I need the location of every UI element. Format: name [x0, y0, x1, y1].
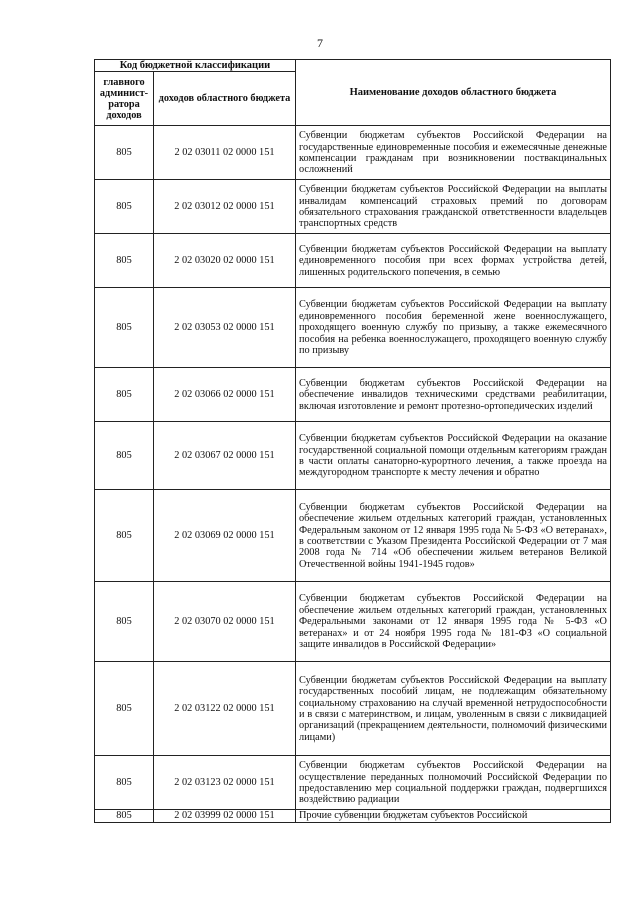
- revenue-name-cell: Субвенции бюджетам субъектов Российской Федерации на выплаты инвалидам компенсаций страховых премий по договорам обязательного страхования гражданской ответственности владельцев транспортных средств: [296, 180, 611, 234]
- budget-code-cell: 2 02 03070 02 0000 151: [154, 582, 296, 662]
- header-code: доходов областного бюджета: [154, 72, 296, 126]
- table-row: [95, 234, 611, 288]
- admin-code-cell: 805: [95, 180, 154, 234]
- table-row: [95, 288, 611, 368]
- revenue-name-cell: Субвенции бюджетам субъектов Российской Федерации на выплату государственных пособий лицам, не подлежащим обязательному социальному страхованию на случай временной нетрудоспособности и в связи с материнством, и лицам, уволенным в связи с ликвидацией организаций (прекращением деятельности, полномочий физическими лицами): [296, 662, 611, 756]
- revenue-name-cell: Субвенции бюджетам субъектов Российской Федерации на обеспечение инвалидов техническими средствами реабилитации, включая изготовление и ремонт протезно-ортопедических изделий: [296, 368, 611, 422]
- revenue-name-cell: Субвенции бюджетам субъектов Российской Федерации на осуществление переданных полномочий Российской Федерации по предоставлению мер социальной поддержки граждан, подвергшихся воздействию радиации: [296, 756, 611, 810]
- revenue-name-cell: Субвенции бюджетам субъектов Российской Федерации на выплату единовременного пособия беременной жене военнослужащего, проходящего военную службу по призыву, а также ежемесячного пособия на ребенка военнослужащего, проходящего военную службу по призыву: [296, 288, 611, 368]
- admin-code-cell: 805: [95, 756, 154, 810]
- revenue-name-cell: Субвенции бюджетам субъектов Российской Федерации на обеспечение жильем отдельных категорий граждан, установленных Федеральными законами от 12 января 1995 года № 5-ФЗ «О ветеранах» и от 24 ноября 1995 года № 181-ФЗ «О социальной защите инвалидов в Российской Федерации»: [296, 582, 611, 662]
- admin-code-cell: 805: [95, 288, 154, 368]
- budget-code-cell: 2 02 03999 02 0000 151: [154, 810, 296, 822]
- admin-code-cell: 805: [95, 368, 154, 422]
- revenue-name-cell: Субвенции бюджетам субъектов Российской Федерации на оказание государственной социальной помощи отдельным категориям граждан в части оплаты санаторно-курортного лечения, а также проезда на междугородном транспорте к месту лечения и обратно: [296, 422, 611, 490]
- table-row: [95, 490, 611, 582]
- table-row: [95, 662, 611, 756]
- admin-code-cell: 805: [95, 422, 154, 490]
- budget-code-cell: 2 02 03067 02 0000 151: [154, 422, 296, 490]
- budget-code-cell: 2 02 03066 02 0000 151: [154, 368, 296, 422]
- table-row: [95, 368, 611, 422]
- header-admin: главного админист-ратора доходов: [95, 72, 154, 126]
- table-row: [95, 180, 611, 234]
- budget-code-cell: 2 02 03122 02 0000 151: [154, 662, 296, 756]
- admin-code-cell: 805: [95, 234, 154, 288]
- budget-code-cell: 2 02 03069 02 0000 151: [154, 490, 296, 582]
- budget-code-cell: 2 02 03123 02 0000 151: [154, 756, 296, 810]
- revenue-name-cell: Субвенции бюджетам субъектов Российской Федерации на выплату единовременного пособия при всех формах устройства детей, лишенных родительского попечения, в семью: [296, 234, 611, 288]
- table-row: [95, 126, 611, 180]
- page-number: 7: [317, 36, 323, 50]
- budget-code-cell: 2 02 03020 02 0000 151: [154, 234, 296, 288]
- header-classification-code: Код бюджетной классификации: [95, 60, 296, 72]
- header-name: Наименование доходов областного бюджета: [296, 60, 611, 126]
- budget-code-cell: 2 02 03011 02 0000 151: [154, 126, 296, 180]
- table-row: [95, 582, 611, 662]
- admin-code-cell: 805: [95, 490, 154, 582]
- revenue-name-cell: Субвенции бюджетам субъектов Российской Федерации на государственные единовременные пособия и ежемесячные денежные компенсации гражданам при возникновении поствакцинальных осложнений: [296, 126, 611, 180]
- admin-code-cell: 805: [95, 810, 154, 822]
- revenue-name-cell: Прочие субвенции бюджетам субъектов Российской: [296, 810, 611, 822]
- admin-code-cell: 805: [95, 662, 154, 756]
- budget-code-cell: 2 02 03012 02 0000 151: [154, 180, 296, 234]
- budget-code-cell: 2 02 03053 02 0000 151: [154, 288, 296, 368]
- revenue-table: [94, 59, 611, 823]
- table-row: [95, 756, 611, 810]
- revenue-name-cell: Субвенции бюджетам субъектов Российской Федерации на обеспечение жильем отдельных категорий граждан, установленных Федеральным законом от 12 января 1995 года № 5-ФЗ «О ветеранах», в соответствии с Указом Президента Российской Федерации от 7 мая 2008 года № 714 «Об обеспечении жильем ветеранов Великой Отечественной войны 1941-1945 годов»: [296, 490, 611, 582]
- table-row: [95, 422, 611, 490]
- table-row: [95, 810, 611, 822]
- admin-code-cell: 805: [95, 582, 154, 662]
- admin-code-cell: 805: [95, 126, 154, 180]
